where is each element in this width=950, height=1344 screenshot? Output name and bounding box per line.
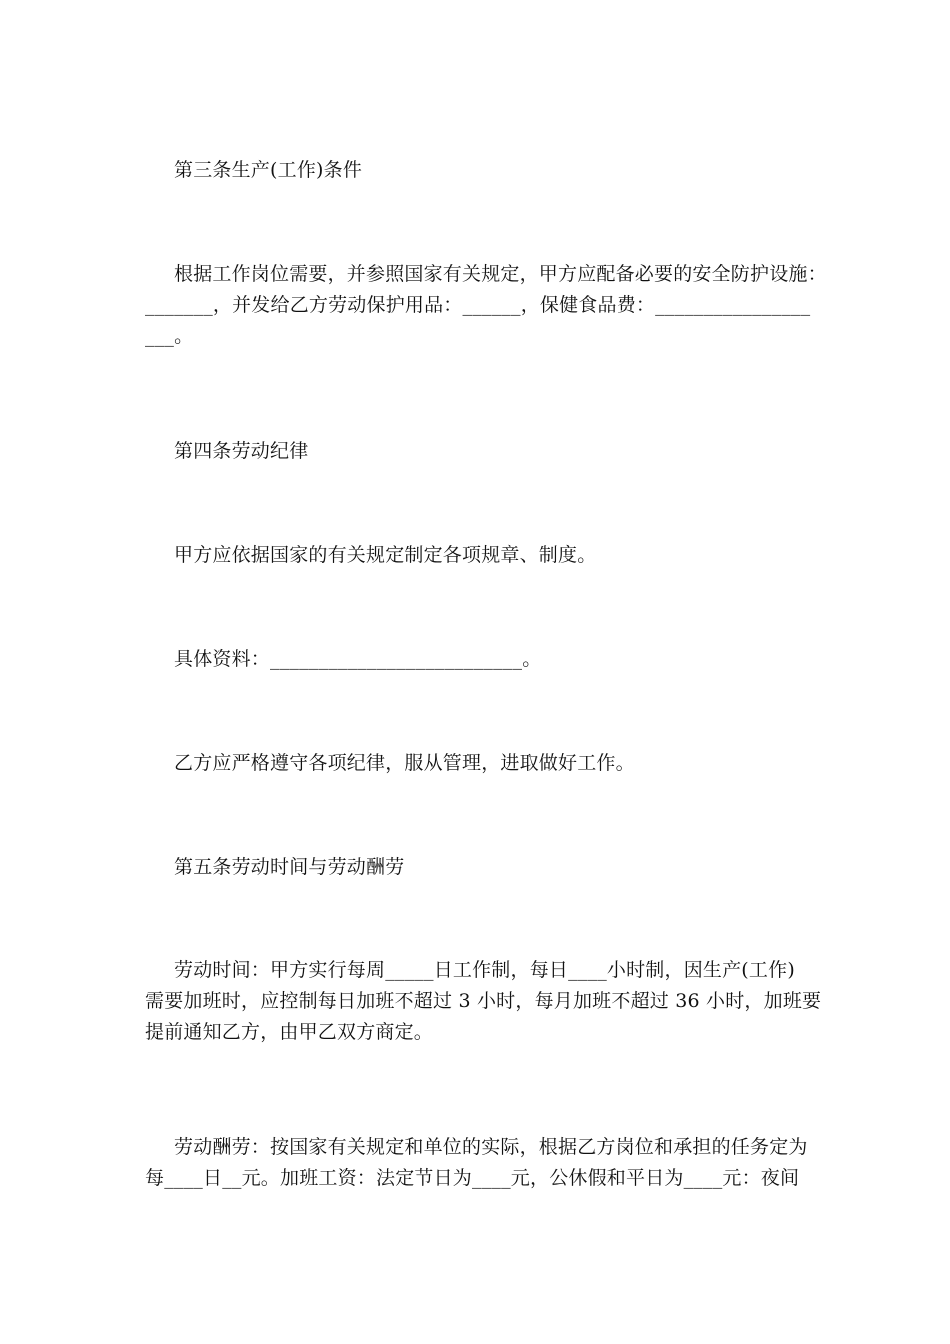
paragraph-line: 需要加班时，应控制每日加班不超过 3 小时，每月加班不超过 36 小时，加班要 bbox=[145, 990, 822, 1012]
paragraph-line: 劳动时间：甲方实行每周_____日工作制，每日____小时制，因生产(工作) bbox=[174, 959, 795, 981]
paragraph-working-hours bbox=[145, 955, 822, 1048]
paragraph-line: 根据工作岗位需要，并参照国家有关规定，甲方应配备必要的安全防护设施： bbox=[174, 263, 827, 285]
paragraph-line: 每____日__元。加班工资：法定节日为____元，公休假和平日为____元：夜间 bbox=[145, 1167, 800, 1189]
section-heading-3: 第三条生产(工作)条件 bbox=[174, 159, 363, 181]
section-heading-5: 第五条劳动时间与劳动酬劳 bbox=[174, 856, 405, 878]
paragraph-details: 具体资料：__________________________。 bbox=[174, 648, 542, 670]
paragraph-line: 提前通知乙方，由甲乙双方商定。 bbox=[145, 1021, 434, 1043]
paragraph-safety bbox=[145, 259, 827, 352]
paragraph-line: 劳动酬劳：按国家有关规定和单位的实际，根据乙方岗位和承担的任务定为 bbox=[174, 1136, 808, 1158]
paragraph-rules: 甲方应依据国家的有关规定制定各项规章、制度。 bbox=[174, 544, 597, 566]
paragraph-line: _______，并发给乙方劳动保护用品：______，保健食品费：________________ bbox=[145, 294, 811, 316]
paragraph-discipline: 乙方应严格遵守各项纪律，服从管理，进取做好工作。 bbox=[174, 752, 635, 774]
paragraph-line: ___。 bbox=[145, 325, 194, 347]
paragraph-remuneration bbox=[145, 1132, 815, 1194]
section-heading-4: 第四条劳动纪律 bbox=[174, 440, 309, 462]
